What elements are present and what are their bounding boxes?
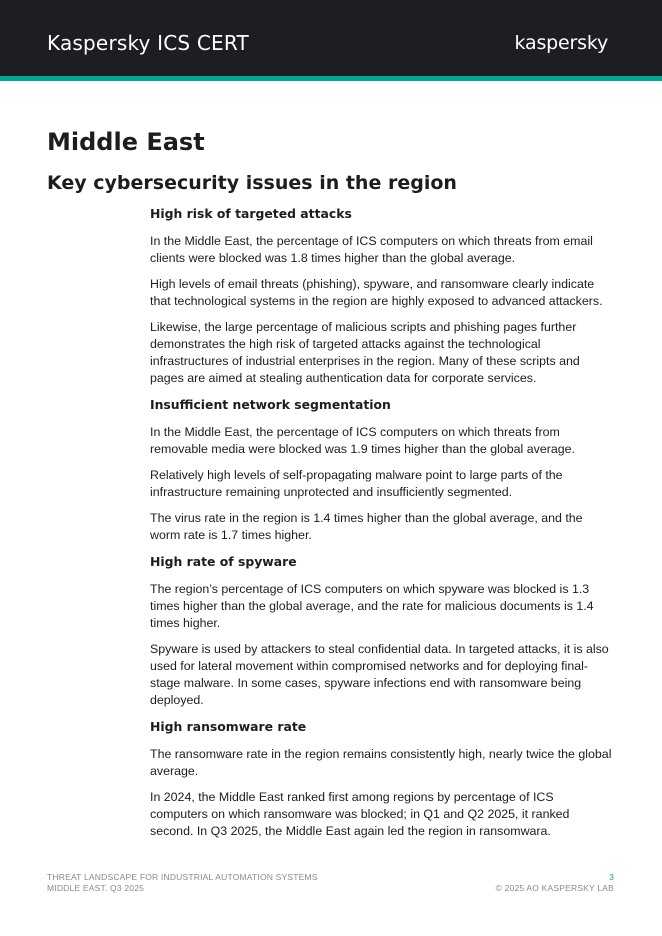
issue-paragraph: Relatively high levels of self-propagating malware point to large parts of the infrastructure remaining unprotected and insufficiently segmented. [150, 468, 563, 499]
header-title: Kaspersky ICS CERT [47, 31, 249, 55]
main-content [150, 205, 612, 849]
kaspersky-logo: kaspersky [514, 32, 608, 54]
footer-right [496, 872, 614, 894]
issue-section [150, 718, 612, 840]
issue-title: High rate of spyware [150, 554, 297, 569]
header-accent-stripe [0, 76, 662, 81]
footer-report-subtitle: MIDDLE EAST. Q3 2025 [47, 883, 145, 893]
page-header [0, 0, 662, 76]
section-heading: Key cybersecurity issues in the region [47, 172, 457, 194]
issue-paragraph: The region’s percentage of ICS computers on which spyware was blocked is 1.3 times higher than the global average, and the rate for malicious documents is 1.4 times higher. [150, 582, 594, 630]
issue-title: Insufficient network segmentation [150, 397, 391, 412]
issue-paragraph: The virus rate in the region is 1.4 times higher than the global average, and the worm rate is 1.7 times higher. [150, 511, 583, 542]
issue-paragraph: In the Middle East, the percentage of ICS computers on which threats from email clients were blocked was 1.8 times higher than the global average. [150, 234, 593, 265]
footer-copyright: © 2025 AO KASPERSKY LAB [495, 883, 614, 893]
issue-title: High risk of targeted attacks [150, 206, 352, 221]
issue-paragraph: In the Middle East, the percentage of ICS computers on which threats from removable media were blocked was 1.9 times higher than the global average. [150, 425, 575, 456]
issue-section [150, 205, 612, 387]
issue-paragraph: In 2024, the Middle East ranked first among regions by percentage of ICS computers on which ransomware was blocked; in Q1 and Q2 2025, it ranked second. In Q3 2025, the Middle East again led the region in ransomwara. [150, 790, 570, 838]
footer-report-name: THREAT LANDSCAPE FOR INDUSTRIAL AUTOMATION SYSTEMS [47, 872, 318, 882]
page-title: Middle East [47, 128, 205, 156]
footer-report-title [47, 872, 318, 894]
issue-paragraph: High levels of email threats (phishing), spyware, and ransomware clearly indicate that technological systems in the region are highly exposed to advanced attackers. [150, 277, 603, 308]
issue-section [150, 553, 612, 709]
page-number: 3 [609, 872, 614, 882]
issue-paragraph: The ransomware rate in the region remains consistently high, nearly twice the global average. [150, 747, 612, 778]
issue-section [150, 396, 612, 544]
issue-title: High ransomware rate [150, 719, 307, 734]
issue-paragraph: Spyware is used by attackers to steal confidential data. In targeted attacks, it is also used for lateral movement within compromised networks and for deploying final-stage malware. In some cases, spyware infections end with ransomware being deployed. [150, 642, 609, 707]
issue-paragraph: Likewise, the large percentage of malicious scripts and phishing pages further demonstrates the high risk of targeted attacks against the technological infrastructures of industrial enterprises in the region. Many of these scripts and pages are aimed at stealing authentication data for corporate services. [150, 320, 580, 385]
